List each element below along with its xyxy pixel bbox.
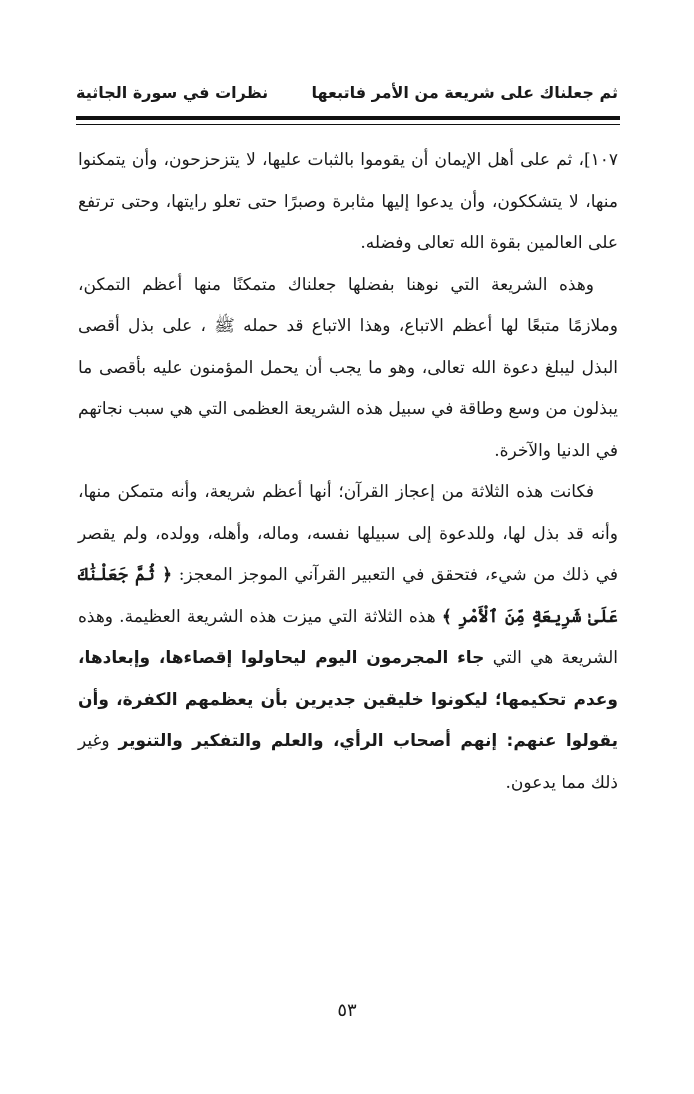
- body-text: [78, 140, 618, 804]
- paragraph-3: [78, 472, 618, 804]
- running-header: [76, 74, 618, 110]
- paragraph-1: ١٠٧]، ثم على أهل الإيمان أن يقوموا بالثبات عليها، لا يتزحزحون، وأن يتمكنوا منها، لا يتشككون، وأن يدعوا إليها مثابرة وصبرًا حتى تعلو رايتها، وحتى ترتفع على العالمين بقوة الله تعالى وفضله.: [78, 150, 618, 253]
- book-title: نظرات في سورة الجاثية: [76, 82, 269, 102]
- chapter-title: ثم جعلناك على شريعة من الأمر فاتبعها: [311, 82, 618, 102]
- paragraph-3-text-b: هذه الثلاثة التي ميزت هذه الشريعة العظيمة. وهذه الشريعة هي التي: [78, 606, 619, 668]
- header-rule-thick: [76, 116, 620, 120]
- paragraph-3-text-a: فكانت هذه الثلاثة من إعجاز القرآن؛ أنها أعظم شريعة، وأنه متمكن منها، وأنه قد بذل لها، وللدعوة إلى سبيلها نفسه، وماله، وأهله، وولده، ولم يقصر في ذلك من شيء، فتحقق في التعبير القرآني الموجز المعجز:: [78, 482, 618, 585]
- paragraph-3-bold-text: جاء المجرمون اليوم ليحاولوا إقصاءها، وإبعادها، وعدم تحكيمها؛ ليكونوا خليقين جديرين بأن يعظمهم الكفرة، وأن يقولوا عنهم: إنهم أصحاب الرأي، والعلم والتفكير والتنوير: [78, 648, 618, 751]
- page-number: ٥٣: [337, 1000, 357, 1021]
- paragraph-3-text-c: وغير ذلك مما يدعون.: [78, 731, 618, 793]
- paragraph-2: وهذه الشريعة التي نوهنا بفضلها جعلناك متمكنًا منها أعظم التمكن، وملازمًا متبعًا لها أعظم الاتباع، وهذا الاتباع قد حمله ﷺ ، على بذل أقصى البذل ليبلغ دعوة الله تعالى، وهو ما يجب أن يحمل المؤمنون عليه بأقصى ما يبذلون من وسع وطاقة في سبيل هذه الشريعة العظمى التي هي سبب نجاتهم في الدنيا والآخرة.: [78, 274, 618, 461]
- quran-verse: ﴿ ثُمَّ جَعَلْنَٰكَ عَلَىٰ شَرِيعَةٍ مِّنَ ٱلْأَمْرِ ﴾: [78, 565, 618, 627]
- header-rule-thin: [76, 124, 620, 125]
